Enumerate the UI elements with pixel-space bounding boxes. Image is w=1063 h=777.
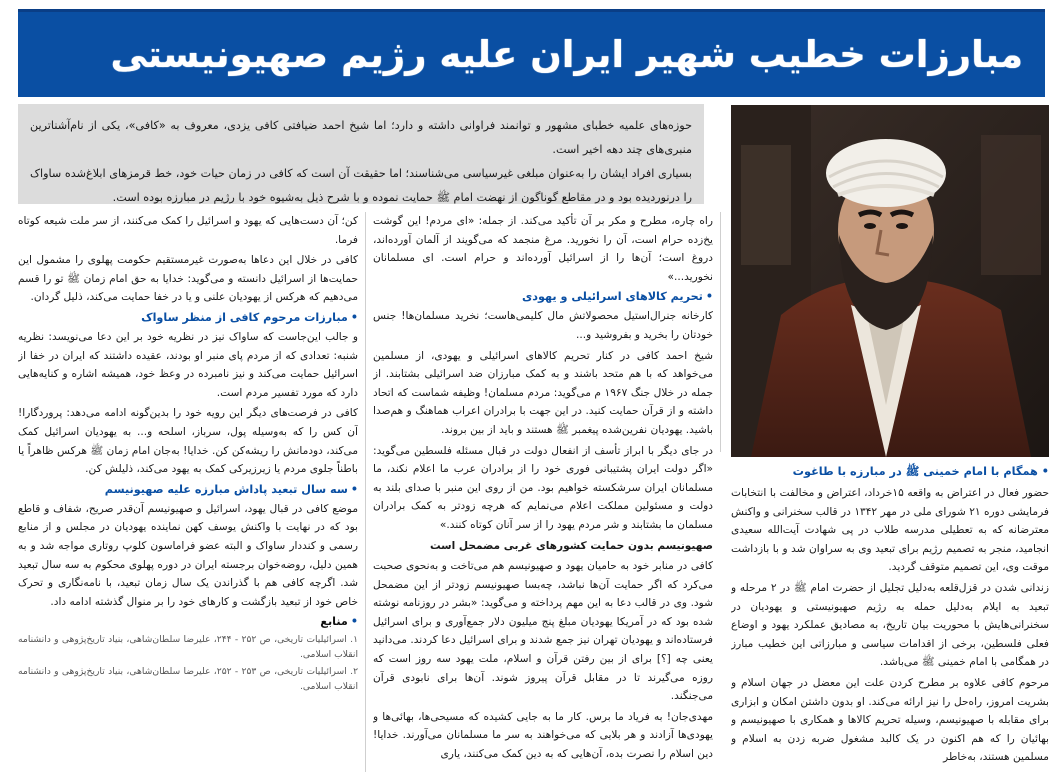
bullet-icon: • bbox=[350, 482, 358, 496]
bullet-icon: • bbox=[350, 310, 358, 324]
column-right bbox=[731, 484, 1049, 774]
paragraph: کافی در منابر خود به حامیان یهود و صهیونیسم هم می‌تاخت و به‌نحوی صحبت می‌کرد که اگر حمایت آن‌ها نباشد، چه‌بسا صهیونیسم زودتر از این مضمحل شود. وی در قالب دعا به این مهم پرداخته و می‌گوید: «بشر در روزنامه نوشته شده بود که در آمریکا یهودیان مبلغ پنج میلیون دلار جمع‌آوری و برای اسرائیل فرستاده‌اند و یهودیان تهران نیز جمع شدند و برای اسرائیل دعا کردند. می‌دانید یعنی چه [؟] برای از بین رفتن قرآن و اسلام، ملت یهود سه روز است که روزه می‌گیرند تا در مقابل قرآن پیروز شوند. آن‌ها برای نابودی قرآن می‌جنگند. bbox=[373, 560, 713, 703]
section-heading bbox=[18, 309, 358, 326]
column-left bbox=[18, 212, 358, 774]
intro-box bbox=[18, 104, 704, 204]
paragraph: کافی در فرصت‌های دیگر این رویه خود را بدین‌گونه ادامه می‌دهد: پروردگارا! آن کس را که به‌وسیله پول، سرباز، اسلحه و... به یهودیان اسرائیل کمک می‌کند، دودمانش را ریشه‌کن کن. خدایا! به‌جان امام زمان ﷺ هرکس ظاهراً یا باطناً جلوی مردم یا زیرزیرکی کمک به یهود می‌کند، ذلیلش کن. bbox=[18, 407, 358, 476]
section-heading-text: مبارزات مرحوم کافی از منظر ساواک bbox=[141, 310, 348, 324]
paragraph: راه چاره، مطرح و مکر بر آن تأکید می‌کند. از جمله: «ای مردم! این گوشت یخ‌زده حرام است، آن را نخورید. مرغ منجمد که می‌گویند از آلمان آورده‌اند، دروغ است؛ آن‌ها را از اسرائیل آورده‌اند و حرام است. ای مسلمانان نخورید...» bbox=[373, 215, 713, 283]
references-list bbox=[18, 632, 358, 694]
section-heading bbox=[373, 288, 713, 305]
bullet-icon: • bbox=[705, 290, 713, 304]
intro-paragraph: بسیاری افراد ایشان را به‌عنوان مبلغی غیرسیاسی می‌شناسند؛ اما حقیقت آن است که کافی در زمان حیات خود، خط قرمزهای ابلاغ‌شده ساواک را درنوردیده بود و در مقاطع گوناگون از نهضت امام ﷺ حمایت نموده و با شرح ذیل به‌شیوه خود با رژیم در مبارزه بوده است. bbox=[30, 167, 692, 204]
paragraph: کافی در خلال این دعاها به‌صورت غیرمستقیم حکومت پهلوی را مشمول این حمایت‌ها از اسرائیل دانسته و می‌گوید: خدایا به حق امام زمان ﷺ تو را قسم می‌دهیم که هرکس از یهودیان علنی و یا در خفا حمایت می‌کند، ذلیل گردان. bbox=[18, 254, 358, 304]
paragraph: و جالب این‌جاست که ساواک نیز در نظریه خود بر این دعا می‌نویسد: نظریه شنبه: تعدادی که از مردم پای منبر او بودند، عقیده داشتند که ایران در خفا از اسرائیل حمایت می‌کند و نیز نامبرده در وعظ خود، همیشه اشاره و کنایه‌هایی دارد که مورد تفسیر مردم است. bbox=[18, 330, 358, 399]
section-heading bbox=[18, 481, 358, 498]
paragraph: کارخانه جنرال‌استیل محصولاتش مال کلیمی‌هاست؛ نخرید مسلمان‌ها! جنس خودتان را بخرید و بفروشید و... bbox=[373, 310, 713, 341]
portrait-photo bbox=[731, 105, 1049, 457]
column-divider bbox=[720, 212, 721, 452]
paragraph: مهدی‌جان! به فریاد ما برس. کار ما به جایی کشیده که مسیحی‌ها، بهائی‌ها و یهودی‌ها آزادند و هر بلایی که می‌خواهند به سر ما مسلمانان می‌آورند. خدایا! دین اسلام را نصرت بده، آن‌هایی که به دین کمک می‌کنند، یاری bbox=[373, 710, 713, 761]
title-band bbox=[18, 9, 1045, 97]
paragraph: حضور فعال در اعتراض به واقعه ۱۵خرداد، اعتراض و مخالفت با انتخابات فرمایشی دوره ۲۱ شورای ملی در مهر ۱۳۴۲ در قالب سخنرانی و واکنش معترضانه که به تعطیلی مدرسه طلاب در پی شهادت آیت‌الله سعیدی انجامید، منجر به تصمیم رژیم برای تبعید وی به سراوان شد و با بازداشت موقت وی، این تصمیم متوقف گردید. bbox=[731, 487, 1049, 574]
intro-paragraph: حوزه‌های علمیه خطبای مشهور و توانمند فراوانی داشته و دارد؛ اما شیخ احمد ضیافتی کافی یزدی، معروف به «کافی»، یکی از نام‌آشناترین منبری‌های چند دهه اخیر است. bbox=[30, 119, 692, 156]
bullet-icon: • bbox=[350, 615, 358, 629]
paragraph: مرحوم کافی علاوه بر مطرح کردن علت این معضل در جهان اسلام و بشریت امروز، راه‌حل را نیز ارائه می‌کند. او بدون داشتن امکان و ابزاری برای مقابله با صهیونیسم، وسیله تحریم کالاها و همکاری با صهیونیسم و بهائیان را که هم اکنون در یک کالبد مشغول ضربه زدن به اسلام و مسلمین هستند، به‌خاطر bbox=[731, 676, 1049, 764]
references-title: منابع bbox=[320, 615, 348, 629]
photo-caption: • همگام با امام خمینی ﷺ در مبارزه با طاغوت bbox=[792, 465, 1049, 478]
paragraph: موضع کافی در قبال یهود، اسرائیل و صهیونیسم آن‌قدر صریح، شفاف و قاطع بود که در نهایت با واکنش یوسف کهن نماینده یهودیان در مجلس و از منابع رسمی و کنددار ساواک و البته عضو فراماسون کلوپ روتاری مواجه شد و به همین دلیل، روضه‌خوان برجسته ایران در دوره پهلوی محکوم به سه سال تبعید شد. اگرچه کافی هم با گذراندن یک سال زمان تبعید، با نامه‌نگاری و تحرک خاص خود از تبعید بازگشت و کارهای خود را بر منوال گذشته ادامه داد. bbox=[18, 502, 358, 608]
section-heading-text: سه سال تبعید پاداش مبارزه علیه صهیونیسم bbox=[104, 482, 348, 496]
paragraph: کن؛ آن دست‌هایی که یهود و اسرائیل را کمک می‌کنند، از سر ملت شیعه کوتاه فرما. bbox=[18, 215, 358, 246]
section-heading-text: تحریم کالاهای اسرائیلی و یهودی bbox=[521, 290, 703, 304]
column-divider bbox=[365, 212, 366, 772]
portrait-illustration bbox=[731, 105, 1049, 457]
paragraph: در جای دیگر با ابراز تأسف از انفعال دولت در قبال مسئله فلسطین می‌گوید: «اگر دولت ایران پشتیبانی فوری خود را از برادران عرب ما اعلام نکند، ما مسلمانان ایران سرشکسته خواهیم بود. من از روی این منبر با صدای بلند به دولت و مسئولین مملکت اعلام می‌نمایم که هرچه زودتر به کمک برادران مسلمان ما بشتابند و شر مردم یهود را از سر آنان کوتاه کنند.» bbox=[373, 444, 713, 531]
paragraph: شیخ احمد کافی در کنار تحریم کالاهای اسرائیلی و یهودی، از مسلمین می‌خواهد که با هم متحد باشند و به کمک مبارزان ضد اسرائیلی بشتابند. از جمله در خلال جنگ ۱۹۶۷ م می‌گوید: مردم مسلمان! وظیفه شماست که اتحاد داشته و از قرآن حمایت کنید. در این جهت با برادران اعراب هماهنگ و هم‌صدا باشید. یهودیان نفرین‌شده پیغمبر ﷺ هستند و باید از بین بروند. bbox=[373, 349, 713, 436]
column-middle bbox=[373, 212, 713, 774]
paragraph: زندانی شدن در قزل‌قلعه به‌دلیل تجلیل از حضرت امام ﷺ در ۲ مرحله و تبعید به ایلام به‌دلیل حمله به رژیم صهیونیستی و یهودیان در سخنرانی‌هایش با محوریت بیان تاریخ، به مصادیق عملکرد یهود و اوضاع فعلی فلسطین، برخی از اقدامات سیاسی و مبارزاتی این خطیب مبارز در همگامی با امام خمینی ﷺ می‌باشد. bbox=[731, 581, 1049, 669]
references-heading bbox=[18, 613, 358, 630]
article-title: مبارزات خطیب شهیر ایران علیه رژیم صهیونیستی bbox=[110, 33, 1023, 76]
subheading: صهیونیسم بدون حمایت کشورهای غربی مضمحل است bbox=[429, 539, 713, 552]
reference-item: ۲. اسرائیلیات تاریخی، ص ۲۵۳ - ۲۵۲، علیرضا سلطان‌شاهی، بنیاد تاریخ‌پژوهی و دانشنامه انقلاب اسلامی. bbox=[18, 666, 358, 693]
reference-item: ۱. اسرائیلیات تاریخی، ص ۲۵۲ - ۲۴۴، علیرضا سلطان‌شاهی، بنیاد تاریخ‌پژوهی و دانشنامه انقلاب اسلامی. bbox=[18, 634, 358, 661]
